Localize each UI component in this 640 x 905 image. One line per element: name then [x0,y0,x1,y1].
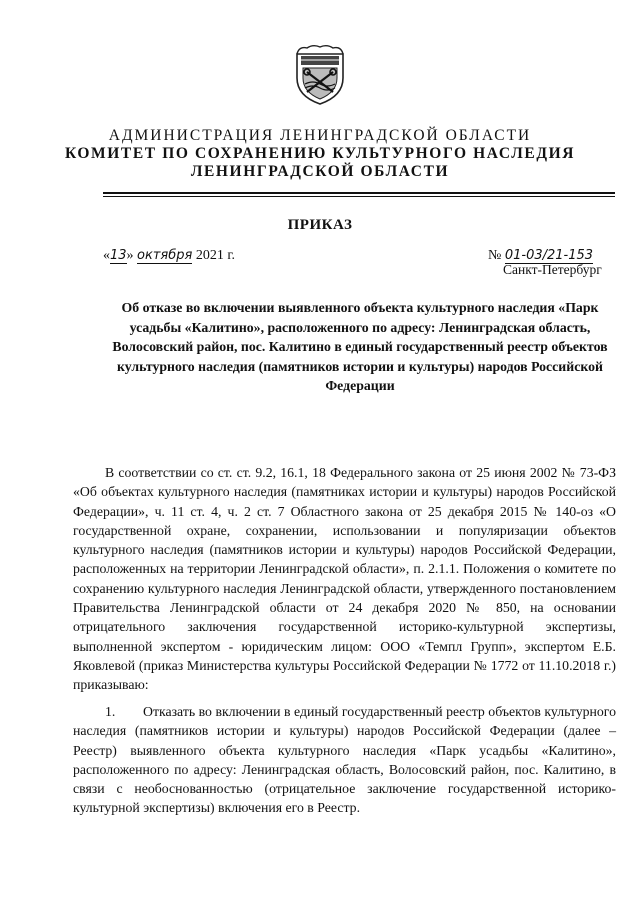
coat-of-arms-icon [293,44,347,106]
item-number: 1. [105,704,116,719]
date-close-quote: » [126,248,134,263]
number-value: 01-03/21-153 [504,248,594,263]
date-day: 13 [110,248,127,263]
header-divider-thin [103,196,615,197]
region-heading: ЛЕНИНГРАДСКОЙ ОБЛАСТИ [190,163,450,180]
date-open-quote: « [103,248,110,263]
city-name: Санкт-Петербург [503,262,602,277]
date-month: октября [137,248,193,263]
header-divider-thick [103,192,615,194]
preamble-paragraph: В соответствии со ст. ст. 9.2, 16.1, 18 Федерального закона от 25 июня 2002 № 73-ФЗ «Об объектах культурного наследия (памятниках истории и культуры) народов Российской Федерации», ч. 11 ст. 4, ч. 2 ст. 7 Областного закона от 25 декабря 2015 № 140-оз «О государственной охране, сохранении, использовании и популяризации объектов культурного наследия (памятников истории и культуры) народов Российской Федерации, расположенных на территории Ленинградской области», п. 2.1.1. Положения о комитете по сохранению культурного наследия Ленинградской области, утвержденного постановлением Правительства Ленинградской области от 24 декабря 2020 № 850, на основании отрицательного заключения государственной историко-культурной экспертизы, выполненной экспертом - юридическим лицом: ООО «Темпл Групп», экспертом Е.Б. Яковлевой (приказ Министерства культуры Российской Федерации № 1772 от 11.10.2018 г.) приказываю: [73,465,616,693]
date-year: 2021 г. [195,248,236,263]
committee-heading: КОМИТЕТ ПО СОХРАНЕНИЮ КУЛЬТУРНОГО НАСЛЕДИЯ [64,145,576,162]
administration-heading: АДМИНИСТРАЦИЯ ЛЕНИНГРАДСКОЙ ОБЛАСТИ [108,127,532,144]
document-type-title: ПРИКАЗ [287,217,353,233]
number-sign: № [488,248,502,263]
order-subject: Об отказе во включении выявленного объекта культурного наследия «Парк усадьбы «Калитино», расположенного по адресу: Ленинградская область, Волосовский район, пос. Калитино в единый государственный реестр объектов культурного наследия (памятников истории и культуры) народов Российской Федерации [112,300,608,394]
order-date [103,248,235,264]
item-text: Отказать во включении в единый государственный реестр объектов культурного наследия (памятников истории и культуры) народов Российской Федерации (далее – Реестр) выявленного объекта культурного наследия «Парк усадьбы «Калитино», расположенного по адресу: Ленинградская область, Волосовский район, пос. Калитино, в связи с необоснованностью (отрицательное заключение государственной историко-культурной экспертизы) включения его в Реестр. [73,704,616,816]
order-item-1 [73,702,616,818]
